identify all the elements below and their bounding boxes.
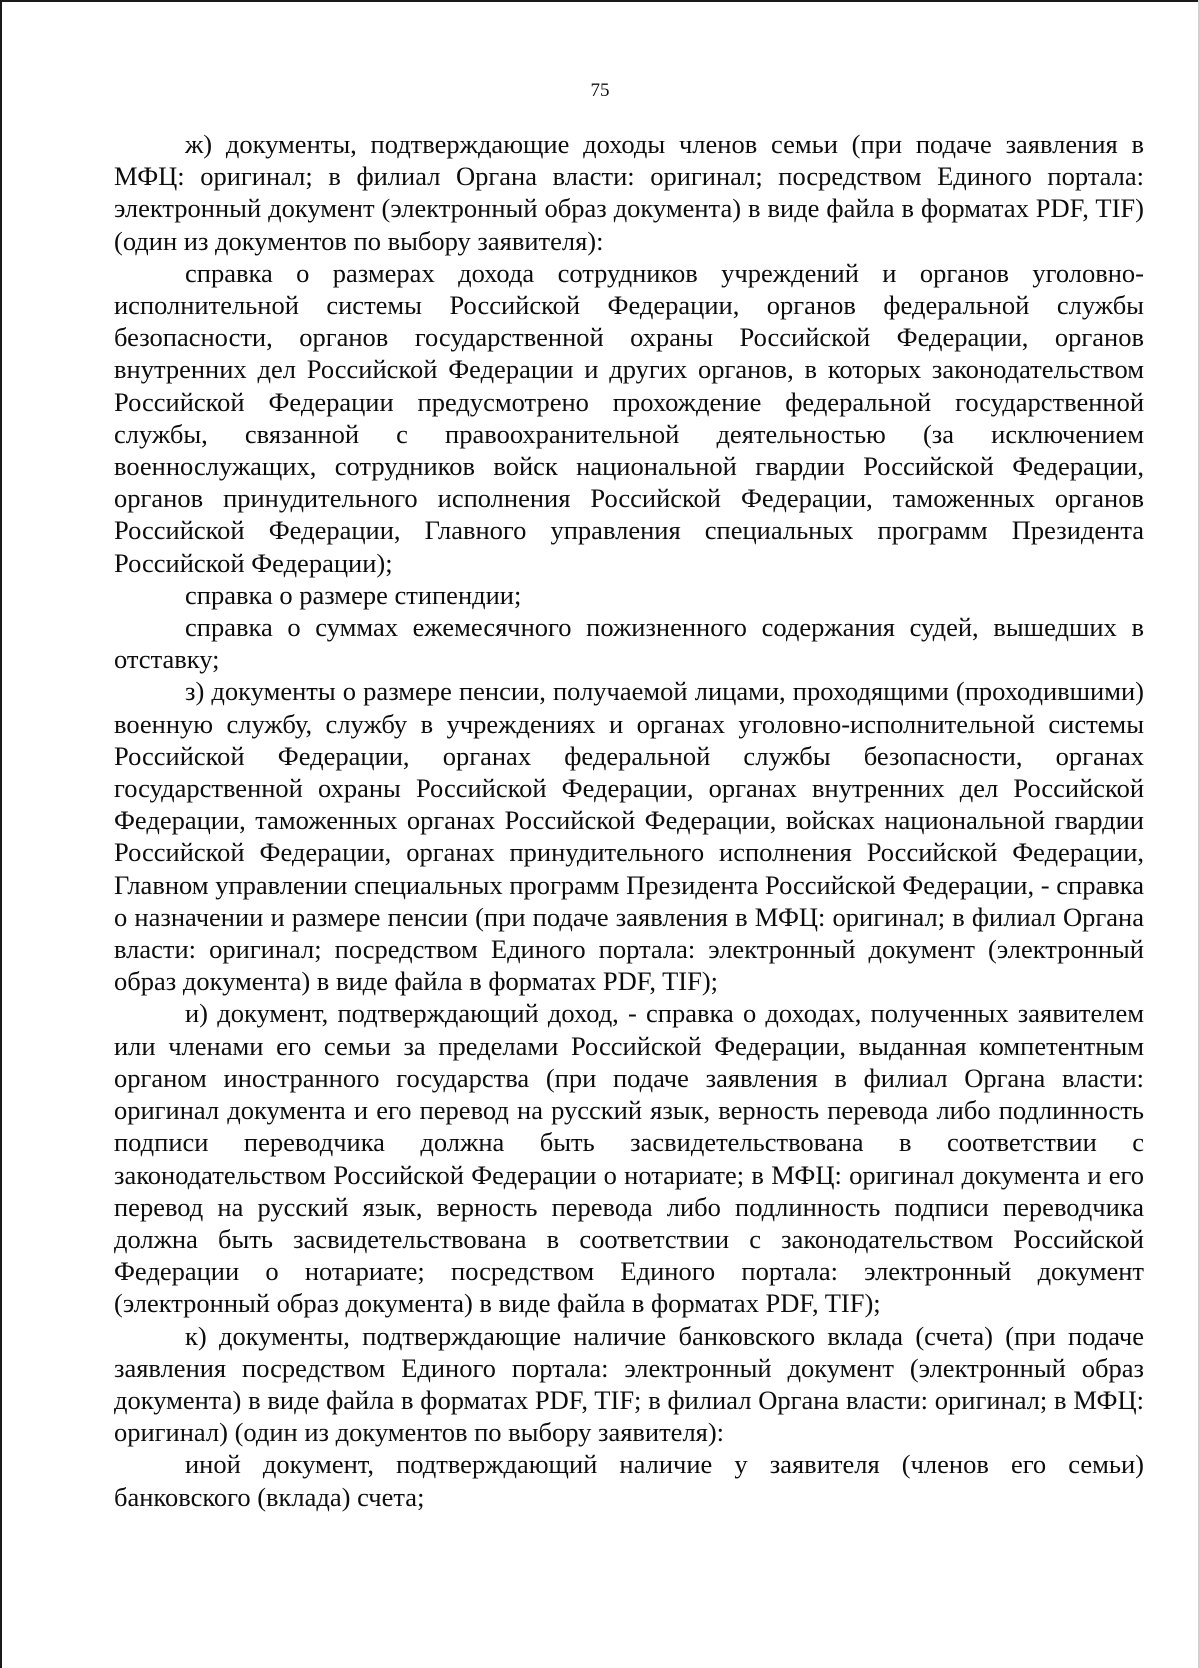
paragraph-other-bank-document: иной документ, подтверждающий наличие у заявителя (членов его семьи) банковского (вклада) счета; xyxy=(114,1449,1144,1512)
paragraph-z-pension-documents: з) документы о размере пенсии, получаемой лицами, проходящими (проходившими) военную службу, службу в учреждениях и органах уголовно-исполнительной системы Российской Федерации, органах федеральной службы безопасности, органах государственной охраны Российской Федерации, органах внутренних дел Российской Федерации, таможенных органах Российской Федерации, войсках национальной гвардии Российской Федерации, органах принудительного исполнения Российской Федерации, Главном управлении специальных программ Президента Российской Федерации, - справка о назначении и размере пенсии (при подаче заявления в МФЦ: оригинал; в филиал Органа власти: оригинал; посредством Единого портала: электронный документ (электронный образ документа) в виде файла в форматах PDF, TIF); xyxy=(114,676,1144,997)
paragraph-judges-maintenance: справка о суммах ежемесячного пожизненного содержания судей, вышедших в отставку; xyxy=(114,612,1144,675)
paragraph-i-foreign-income: и) документ, подтверждающий доход, - справка о доходах, полученных заявителем или членами его семьи за пределами Российской Федерации, выданная компетентным органом иностранного государства (при подаче заявления в филиал Органа власти: оригинал документа и его перевод на русский язык, верность перевода либо подлинность подписи переводчика должна быть засвидетельствована в соответствии с законодательством Российской Федерации о нотариате; в МФЦ: оригинал документа и его перевод на русский язык, верность перевода либо подлинность подписи переводчика должна быть засвидетельствована в соответствии с законодательством Российской Федерации о нотариате; посредством Единого портала: электронный документ (электронный образ документа) в виде файла в форматах PDF, TIF); xyxy=(114,998,1144,1319)
scan-border-top xyxy=(0,0,1200,2)
page-number: 75 xyxy=(590,80,610,101)
paragraph-stipend-certificate: справка о размере стипендии; xyxy=(185,579,522,610)
paragraph-income-certificate-officers: справка о размерах дохода сотрудников учреждений и органов уголовно-исполнительной системы Российской Федерации, органов федеральной службы безопасности, органов государственной охраны Российской Федерации, органов внутренних дел Российской Федерации и других органов, в которых законодательством Российской Федерации предусмотрено прохождение федеральной государственной службы, связанной с правоохранительной деятельностью (за исключением военнослужащих, сотрудников войск национальной гвардии Российской Федерации, органов принудительного исполнения Российской Федерации, таможенных органов Российской Федерации, Главного управления специальных программ Президента Российской Федерации); xyxy=(114,257,1144,578)
paragraph-k-bank-deposit: к) документы, подтверждающие наличие банковского вклада (счета) (при подаче заявления посредством Единого портала: электронный документ (электронный образ документа) в виде файла в форматах PDF, TIF; в филиал Органа власти: оригинал; в МФЦ: оригинал) (один из документов по выбору заявителя): xyxy=(114,1320,1144,1448)
document-body xyxy=(114,128,1144,1513)
paragraph-zh-family-income: ж) документы, подтверждающие доходы членов семьи (при подаче заявления в МФЦ: оригинал; в филиал Органа власти: оригинал; посредством Единого портала: электронный документ (электронный образ документа) в виде файла в форматах PDF, TIF) (один из документов по выбору заявителя): xyxy=(114,129,1144,256)
scan-border-left xyxy=(0,0,2,1668)
